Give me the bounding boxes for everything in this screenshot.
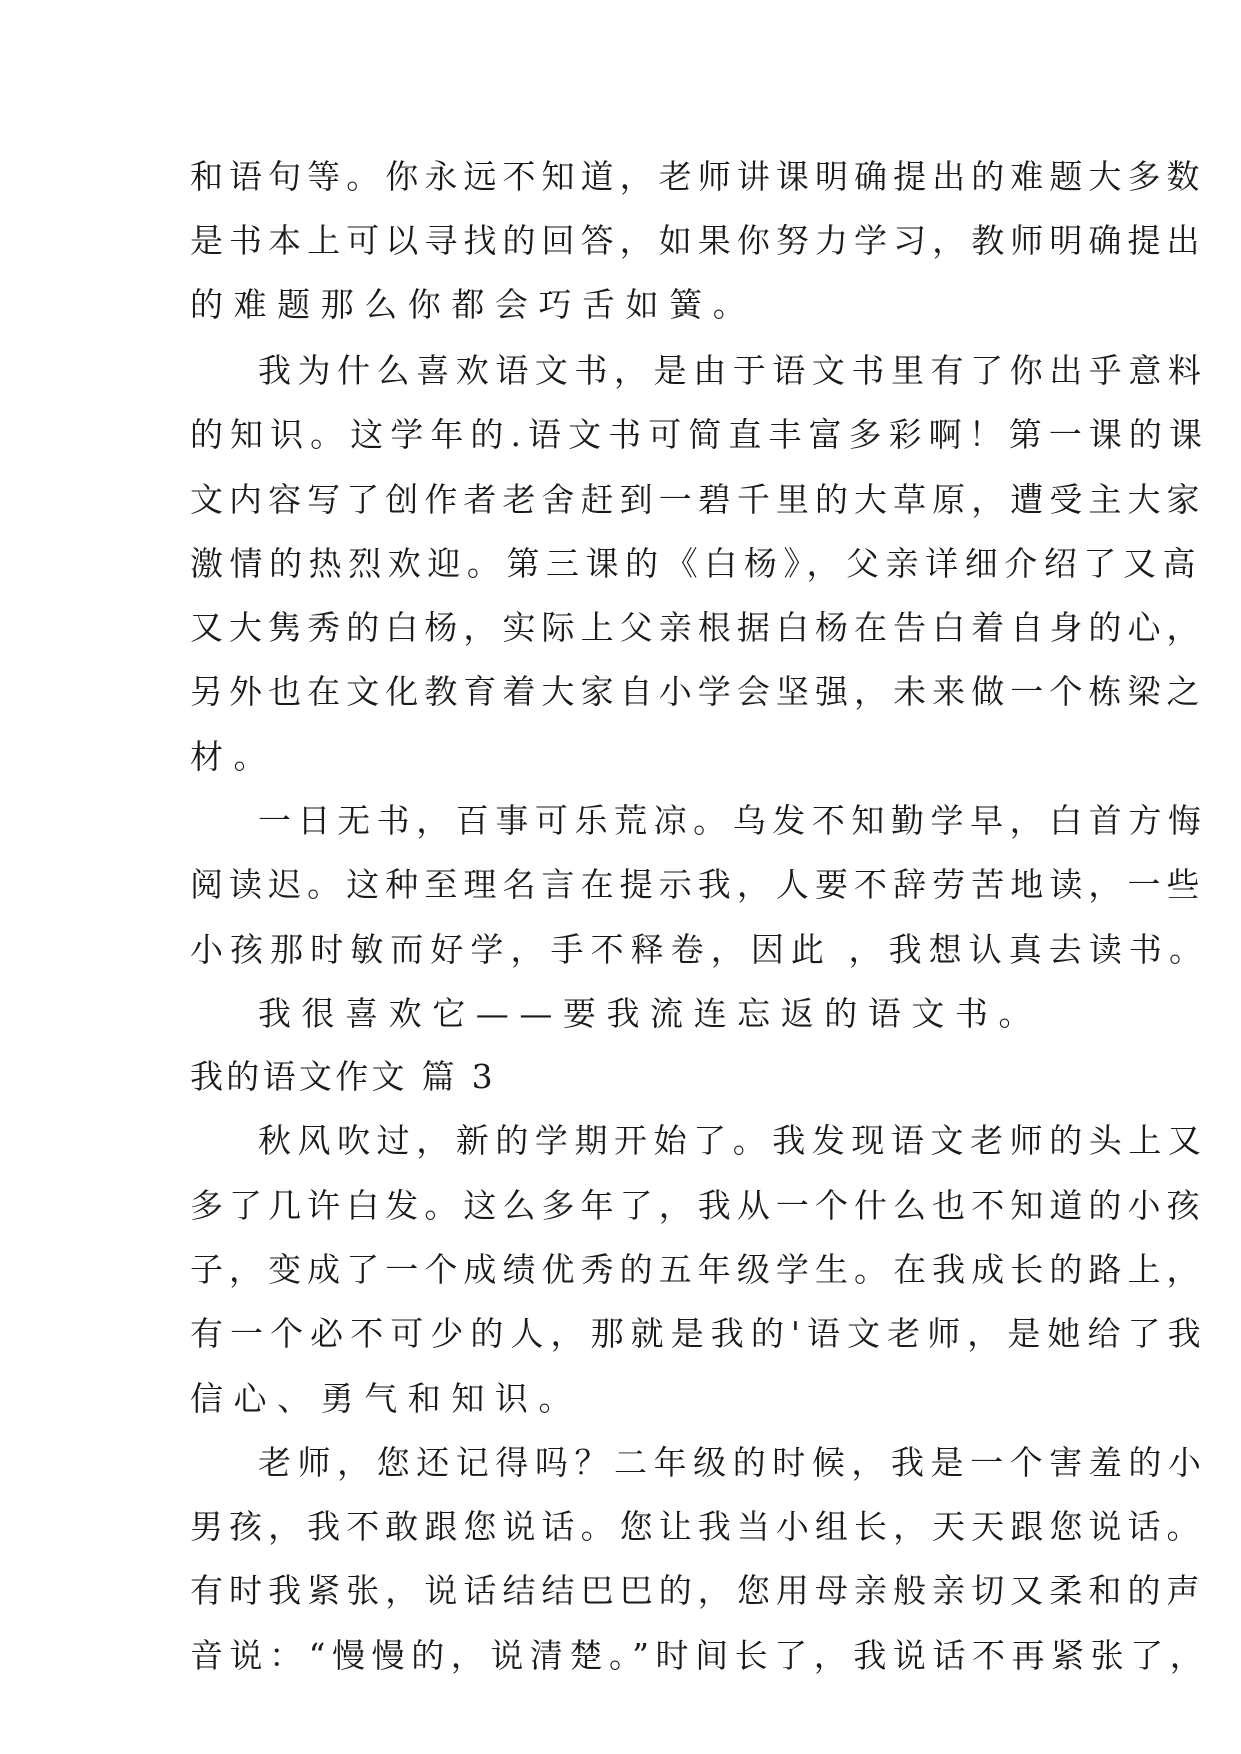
text-line: 的知识。这学年的.语文书可简直丰富多彩啊！第一课的课 <box>190 415 1210 454</box>
text-line: 阅读迟。这种至理名言在提示我，人要不辞劳苦地读，一些 <box>190 865 1206 904</box>
text-line: 的难题那么你都会巧舌如簧。 <box>190 285 757 324</box>
text-line: 另外也在文化教育着大家自小学会坚强，未来做一个栋梁之 <box>190 672 1206 711</box>
text-line: 多了几许白发。这么多年了，我从一个什么也不知道的小孩 <box>190 1186 1206 1225</box>
text-line: 文内容写了创作者老舍赶到一碧千里的大草原，遭受主大家 <box>190 480 1206 519</box>
paragraph-start-line: 我很喜欢它——要我流连忘返的语文书。 <box>258 994 1043 1033</box>
paragraph-start-line: 我为什么喜欢语文书，是由于语文书里有了你出乎意料 <box>258 351 1208 390</box>
text-line: 子，变成了一个成绩优秀的五年级学生。在我成长的路上， <box>190 1250 1206 1289</box>
section-heading: 我的语文作文 篇 3 <box>190 1057 496 1096</box>
paragraph-start-line: 秋风吹过，新的学期开始了。我发现语文老师的头上又 <box>258 1121 1208 1160</box>
text-line: 和语句等。你永远不知道，老师讲课明确提出的难题大多数 <box>190 157 1206 196</box>
text-line: 激情的热烈欢迎。第三课的《白杨》，父亲详细介绍了又高 <box>190 544 1203 583</box>
paragraph-start-line: 一日无书，百事可乐荒凉。乌发不知勤学早，白首方悔 <box>258 801 1208 840</box>
text-line: 有时我紧张，说话结结巴巴的，您用母亲般亲切又柔和的声 <box>190 1571 1206 1610</box>
text-line: 又大隽秀的白杨，实际上父亲根据白杨在告白着自身的心， <box>190 608 1206 647</box>
text-line: 有一个必不可少的人，那就是我的'语文老师，是她给了我 <box>190 1314 1208 1353</box>
paragraph-start-line: 老师，您还记得吗？二年级的时候，我是一个害羞的小 <box>258 1443 1208 1482</box>
text-line: 材。 <box>190 737 278 776</box>
text-line: 男孩，我不敢跟您说话。您让我当小组长，天天跟您说话。 <box>190 1507 1206 1546</box>
text-line: 是书本上可以寻找的回答，如果你努力学习，教师明确提出 <box>190 221 1206 260</box>
text-line: 信心、勇气和知识。 <box>190 1379 583 1418</box>
text-line: 音说：“慢慢的，说清楚。”时间长了，我说话不再紧张了， <box>190 1636 1210 1675</box>
text-line: 小孩那时敏而好学，手不释卷，因此 ，我想认真去读书。 <box>190 930 1210 969</box>
